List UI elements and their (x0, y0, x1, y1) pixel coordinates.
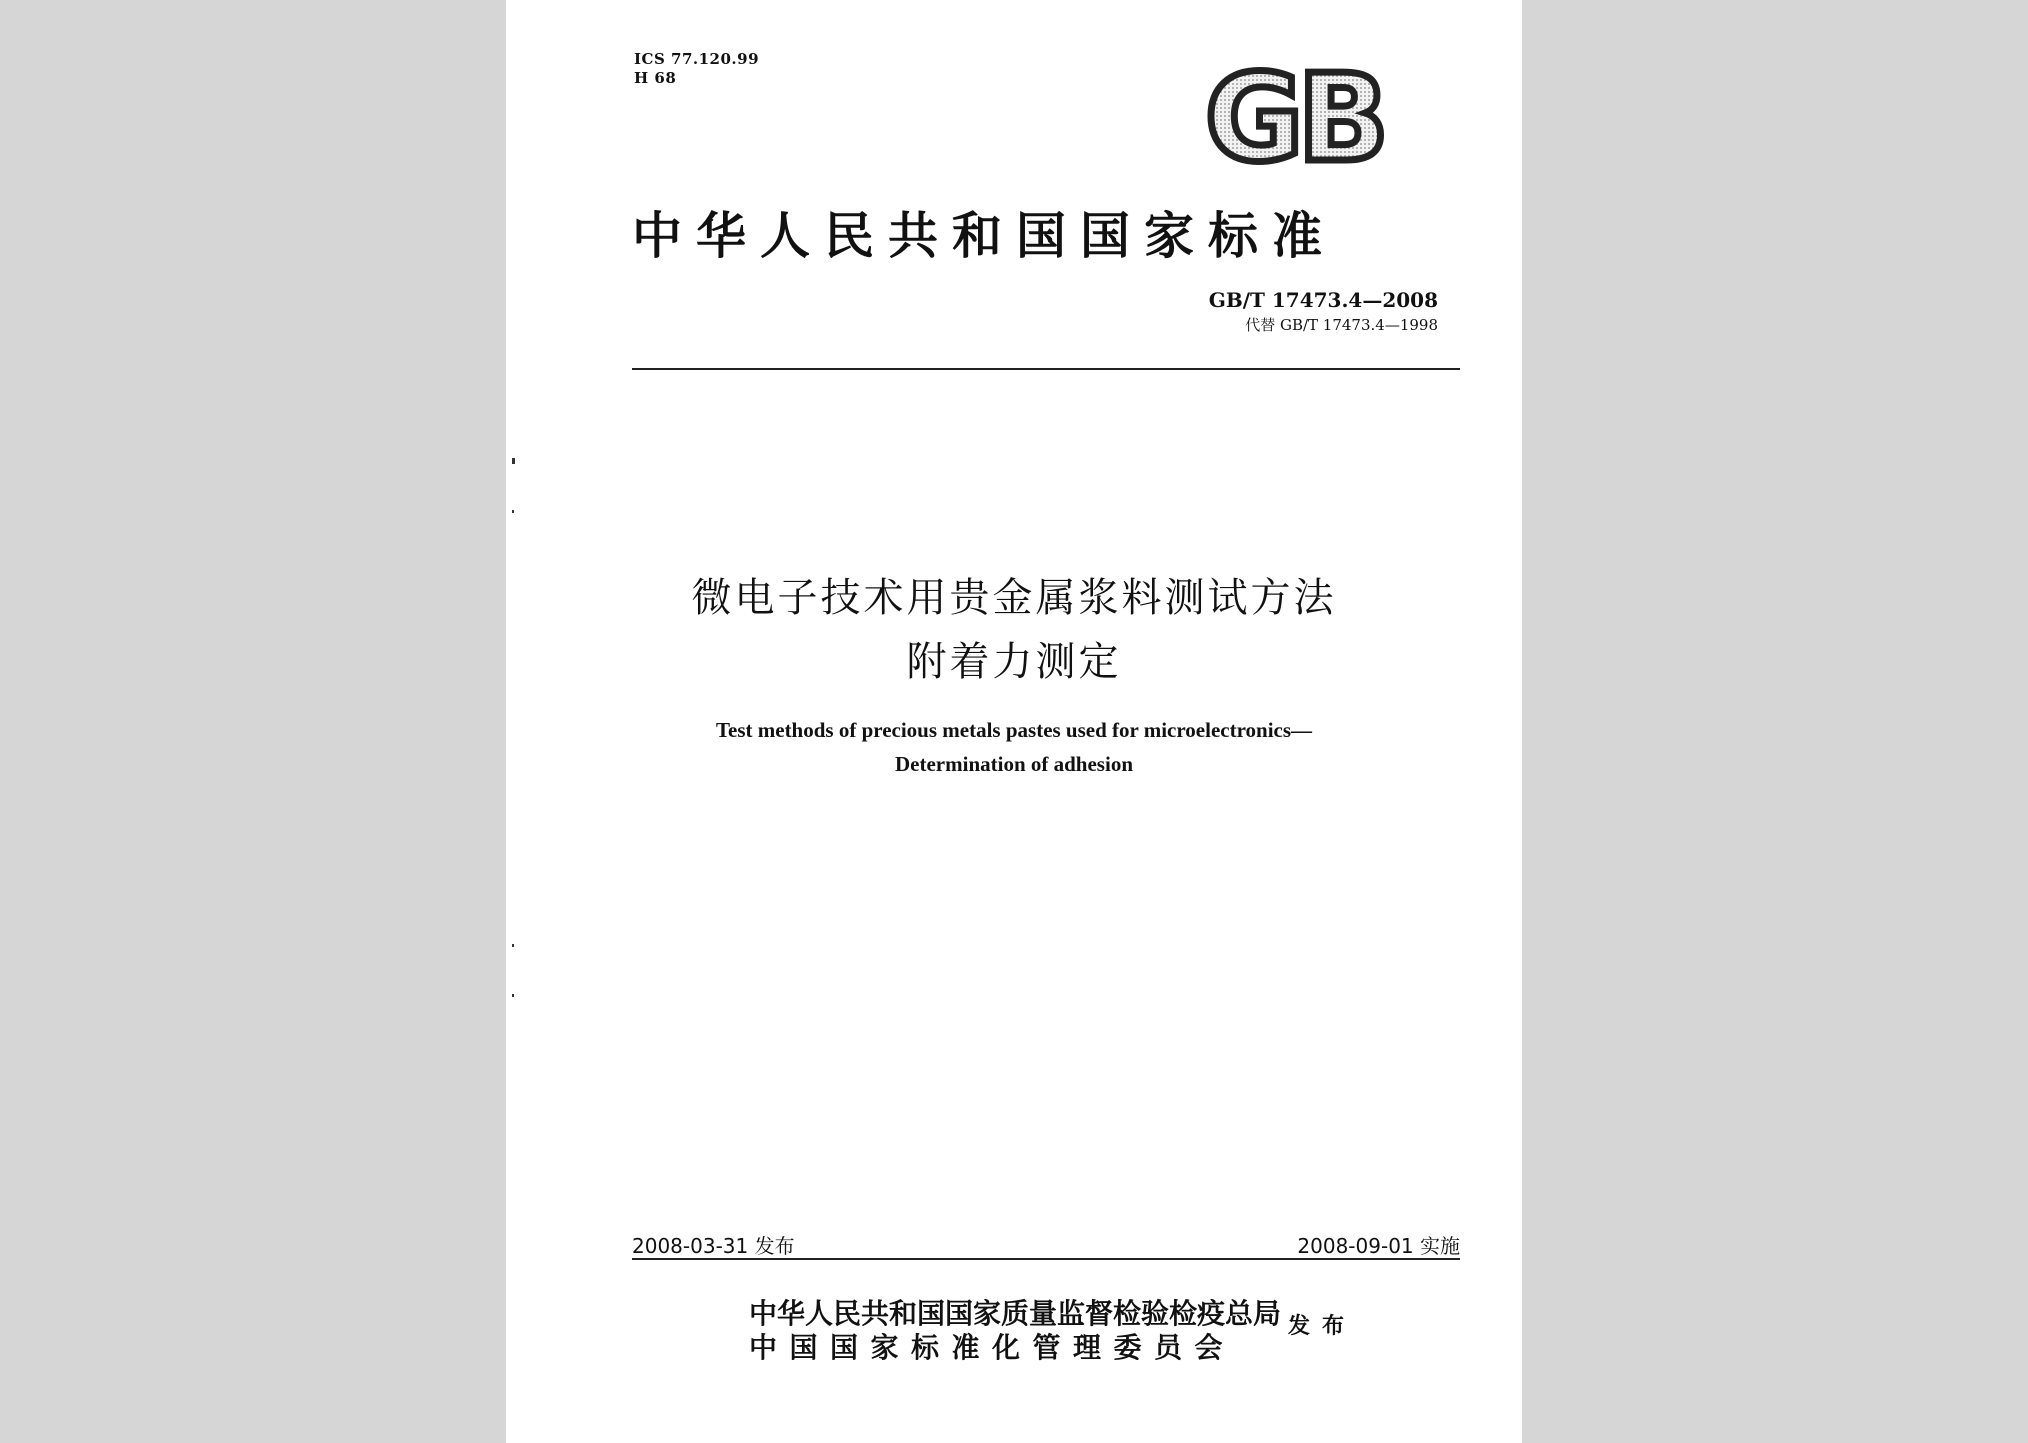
scan-mark (512, 510, 514, 513)
publish-label: 发布 (1288, 1313, 1357, 1339)
issuer-aqsiq: 中华人民共和国国家质量监督检验检疫总局 (749, 1297, 1282, 1330)
standard-number: GB/T 17473.4—2008 (1208, 288, 1438, 312)
scan-mark (512, 458, 515, 464)
replaced-standard: 代替 GB/T 17473.4—1998 (1245, 316, 1438, 334)
document-page (506, 0, 1522, 1443)
implementation-date: 2008-09-01 实施 (1297, 1234, 1460, 1258)
document-subtitle-cn: 附着力测定 (906, 639, 1122, 685)
footer-divider (632, 1258, 1460, 1260)
document-title-cn: 微电子技术用贵金属浆料测试方法 (691, 575, 1337, 621)
ics-code: ICS 77.120.99 (634, 50, 760, 68)
scan-mark (512, 944, 514, 947)
header-divider (632, 368, 1460, 370)
issuer-sac: 中国国家标准化管理委员会 (749, 1331, 1236, 1364)
svg-text:GB: GB (1205, 66, 1383, 170)
classification-code: H 68 (634, 69, 677, 87)
document-subtitle-en: Determination of adhesion (895, 752, 1133, 776)
national-standard-title: 中华人民共和国国家标准 (632, 206, 1336, 265)
scan-mark (512, 994, 514, 997)
gb-logo-icon (1203, 66, 1415, 170)
issue-date: 2008-03-31 发布 (632, 1234, 795, 1258)
document-title-en: Test methods of precious metals pastes used for microelectronics— (715, 718, 1313, 742)
